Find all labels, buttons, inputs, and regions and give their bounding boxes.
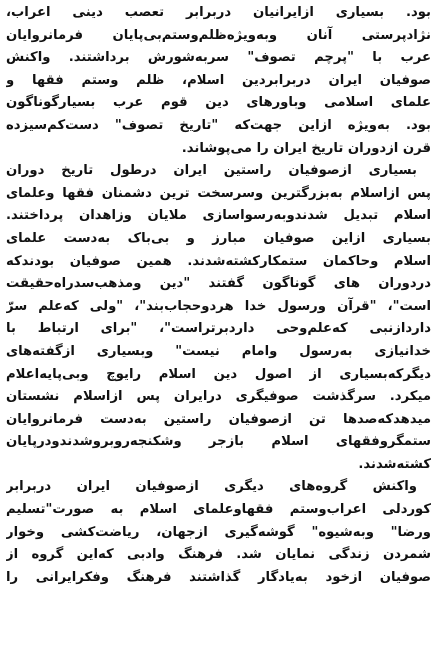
text-line: است"، "قرآن ورسول خدا هردوحجاب‌بند"، "ولی که‌علم سرّ [6, 298, 431, 314]
text-line: دردوران های گوناگون گفتند "دین ومذهب‌سد‌راه‌حقیقت‌ [6, 276, 431, 292]
text-line: عرب با "پرچم تصوف" سربه‌شورش برداشتند. واکنش [6, 50, 431, 66]
text-line: دیگرکه‌بسیاری از اصول دین اسلام رایوچ وبی‌پایه‌اعلام [6, 366, 431, 382]
text-line: شمردن زندگی نمایان شد. فرهنگ وادبی که‌این گروه از [6, 547, 431, 563]
text-line: بود. بسیاری ازایرانیان دربرابر تعصب دینی اعراب، [6, 5, 431, 20]
text-line: اسلام وحاکمان ستمکارکشته‌شدند. همین صوفیان بودندکه [6, 253, 431, 269]
body-text [6, 2, 431, 589]
text-line: بسیاری ازصوفیان راستین ایران درطول تاریخ دوران [6, 163, 417, 179]
text-line: بسیاری ازاین صوفیان مبارز و بی‌باک به‌دست علمای [6, 230, 431, 246]
text-line: بود. به‌ویژه ازاین جهت‌که "تاریخ تصوف" دست‌کم‌سیزده [6, 117, 431, 133]
text-line: میدهدکه‌صدها تن ازصوفیان راستین به‌دست فرمانروایان [6, 411, 431, 427]
text-line: اسلام تبدیل شدندوبه‌رسواسازی ملایان وزاهدان پرداختند. [6, 208, 431, 224]
text-line: صوفیان ایران دربرابردین اسلام، ظلم وستم فقها و [6, 72, 431, 88]
text-line: علمای اسلامی وباورهای دین قوم عرب بسیارگوناگون [6, 95, 431, 111]
text-line: ستمگروفقهای اسلام بازجر وشکنجه‌روبروشدندودرپایان [6, 434, 431, 450]
text-line: قرن ازدوران تاریخ ایران را می‌پوشاند. [181, 140, 431, 156]
text-line: کشته‌شدند. [358, 456, 431, 472]
text-line: کوردلی اعراب‌وستم فقها‌وعلمای اسلام به صورت"تسلیم [6, 502, 431, 518]
text-line: خدانیازی به‌رسول وامام نیست" وبسیاری ازگفته‌های [6, 343, 431, 359]
text-line: پس ازاسلام به‌بزرگترین وسرسخت ترین دشمنان فقها وعلمای [6, 185, 431, 201]
text-line: واکنش گروه‌های دیگری ازصوفیان ایران دربرابر [6, 479, 417, 495]
text-line: نژادپرستی آنان وبه‌ویژه‌ظلم‌وستم‌بی‌پایان فرمانروایان [6, 27, 431, 43]
text-line: صوفیان ازخود به‌یادگار گذاشتند فرهنگ وفکرایرانی را [6, 569, 431, 585]
text-line: ورضا" وبه‌شیوه" گوشه‌گیری ازجهان، ریاضت‌کشی وخوار [6, 524, 431, 540]
text-line: میکرد. سرگذشت صوفیگری درایران پس ازاسلام نشستان [6, 389, 431, 405]
text-line: داردازنبی که‌علم‌وحی داردبرتراست"، "برای ارتباط با [6, 321, 431, 337]
